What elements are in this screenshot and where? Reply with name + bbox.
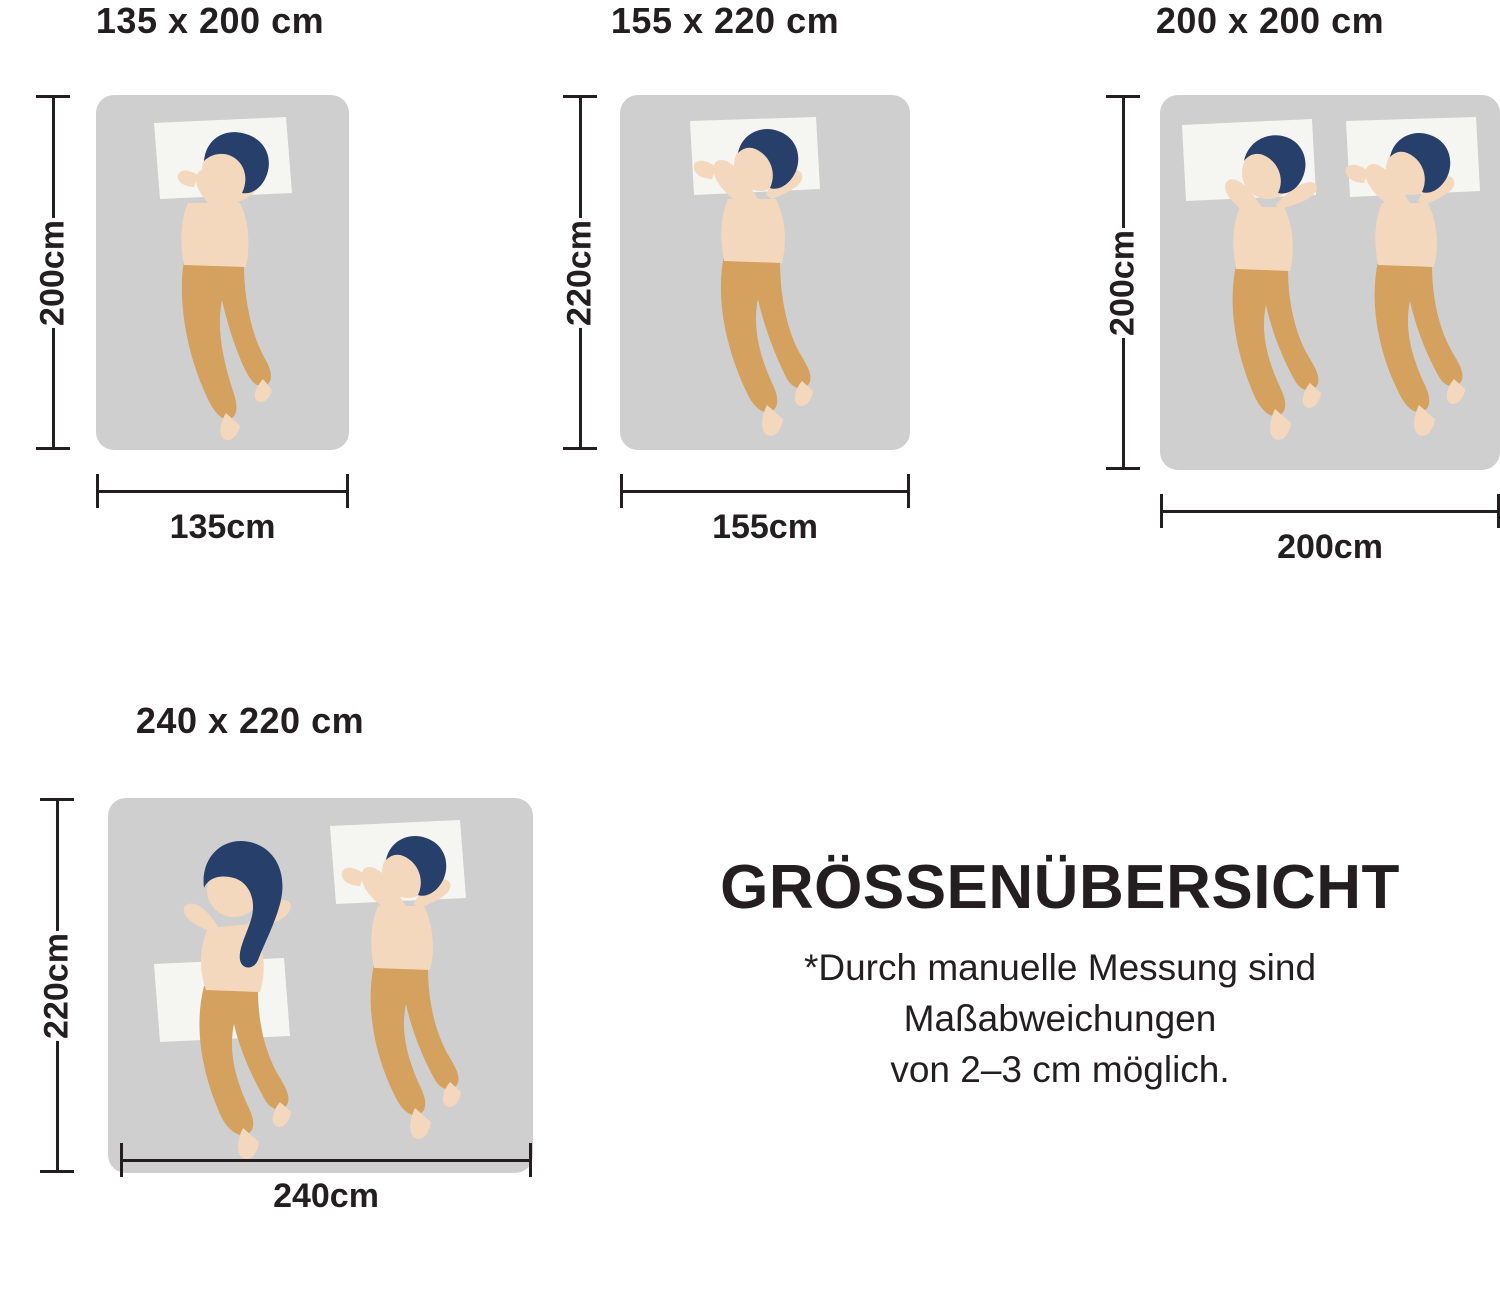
sleeper-illustration-single [96, 95, 349, 450]
height-dimension-240x220 [22, 798, 92, 1173]
height-dimension-200x200 [1088, 95, 1158, 470]
width-dimension-label: 155cm [712, 508, 818, 546]
size-card-title: 155 x 220 cm [610, 0, 840, 41]
measurement-note-line-2: Maßabweichungen [903, 998, 1217, 1040]
height-dimension-135x200 [18, 95, 88, 450]
sleeper-illustration-couple [108, 798, 533, 1173]
bed-surface [1160, 95, 1500, 470]
measurement-note-line-3: von 2–3 cm möglich. [890, 1049, 1230, 1091]
person-figure-right [1346, 133, 1465, 436]
size-card-title: 240 x 220 cm [135, 700, 365, 741]
person-figure [178, 132, 272, 440]
overview-heading: GRÖSSENÜBERSICHT [720, 853, 1400, 922]
bed-surface [96, 95, 349, 450]
width-dimension-240x220 [120, 1159, 532, 1219]
size-card-155x220 [500, 0, 950, 600]
person-figure-right [342, 836, 461, 1139]
bed-surface [620, 95, 910, 450]
width-dimension-label: 135cm [169, 508, 276, 546]
measurement-note [640, 942, 1480, 1095]
sleeper-illustration-single [620, 95, 910, 450]
person-figure [694, 129, 813, 436]
height-dimension-label: 220cm [555, 218, 606, 328]
sleeper-illustration-couple [1160, 95, 1500, 470]
height-dimension-label: 200cm [1098, 228, 1149, 338]
size-card-title: 135 x 200 cm [95, 0, 325, 41]
bed-surface [108, 798, 533, 1173]
size-card-title: 200 x 200 cm [1155, 0, 1385, 41]
size-card-200x200 [1040, 0, 1500, 620]
measurement-note-line-1: *Durch manuelle Messung sind [803, 947, 1317, 989]
width-dimension-135x200 [96, 490, 349, 550]
height-dimension-155x220 [545, 95, 615, 450]
width-dimension-label: 200cm [1277, 528, 1383, 566]
info-block [640, 855, 1480, 1095]
width-dimension-155x220 [620, 490, 910, 550]
width-dimension-200x200 [1160, 510, 1500, 570]
size-card-135x200 [0, 0, 420, 600]
size-card-240x220 [0, 700, 560, 1289]
height-dimension-label: 220cm [32, 931, 83, 1041]
width-dimension-label: 240cm [273, 1177, 379, 1215]
height-dimension-label: 200cm [28, 218, 79, 328]
